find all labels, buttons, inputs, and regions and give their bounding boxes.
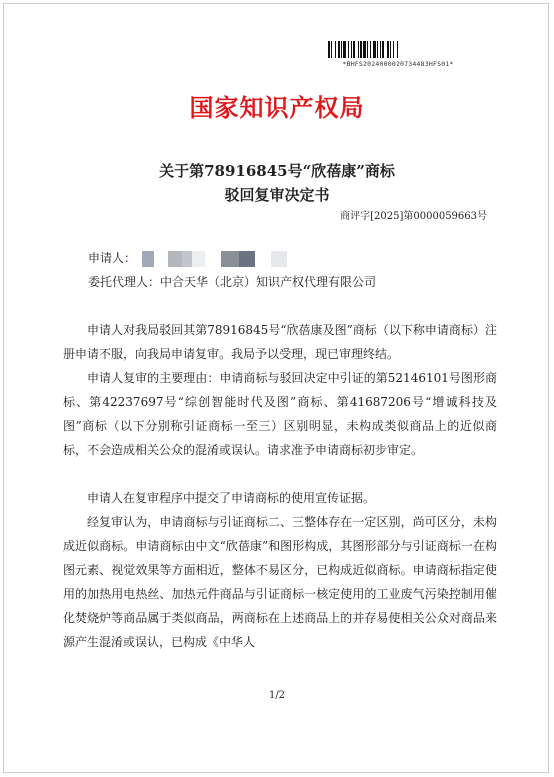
agency-name: 国家知识产权局: [189, 94, 365, 122]
paragraph-3: 申请人在复审程序中提交了申请商标的使用宣传证据。: [87, 491, 376, 505]
agent-label: 委托代理人：: [88, 275, 161, 289]
barcode: [328, 41, 468, 58]
paragraph-1: 申请人对我局驳回其第78916845号“欣蓓康及图”商标（以下称申请商标）注册申请不服，向我局申请复审。我局予以受理，现已审理终结。: [63, 323, 497, 361]
document-title-line2: 驳回复审决定书: [224, 186, 330, 204]
applicant-line: [88, 249, 287, 267]
barcode-text: *BHFS2024000020734483HFS01*: [342, 60, 454, 68]
document-title-line1: 关于第78916845号“欣蓓康”商标: [159, 162, 395, 180]
page-number: 1/2: [268, 690, 286, 701]
paragraph-4: 经复审认为，申请商标与引证商标二、三整体存在一定区别，尚可区分，未构成近似商标。申请商标由中文“欣蓓康”和图形构成，其图形部分与引证商标一在构图元素、视觉效果等方面相近，整体不易区分，已构成近似商标。申请商标指定使用的加热用电热丝、加热元件商品与引证商标一核定使用的工业废气污染控制用催化焚烧炉等商品属于类似商品，两商标在上述商品上的并存易使相关公众对商品来源产生混淆或误认，已构成《中华人: [63, 515, 497, 649]
agent-line: [88, 273, 376, 290]
agent-name: 中合天华（北京）知识产权代理有限公司: [160, 275, 377, 289]
paragraph-2: 申请人复审的主要理由：申请商标与驳回决定中引证的第52146101号图形商标、第42237697号“综创智能时代及图”商标、第41687206号“增诚科技及图”商标（以下分别称引证商标一至三）区别明显，未构成类似商品上的近似商标，不会造成相关公众的混淆或误认。请求准予申请商标初步审定。: [63, 371, 497, 457]
document-number: 商评字[2025]第0000059663号: [340, 211, 487, 222]
applicant-label: 申请人：: [88, 251, 137, 265]
redacted-applicant-name: [140, 251, 287, 265]
